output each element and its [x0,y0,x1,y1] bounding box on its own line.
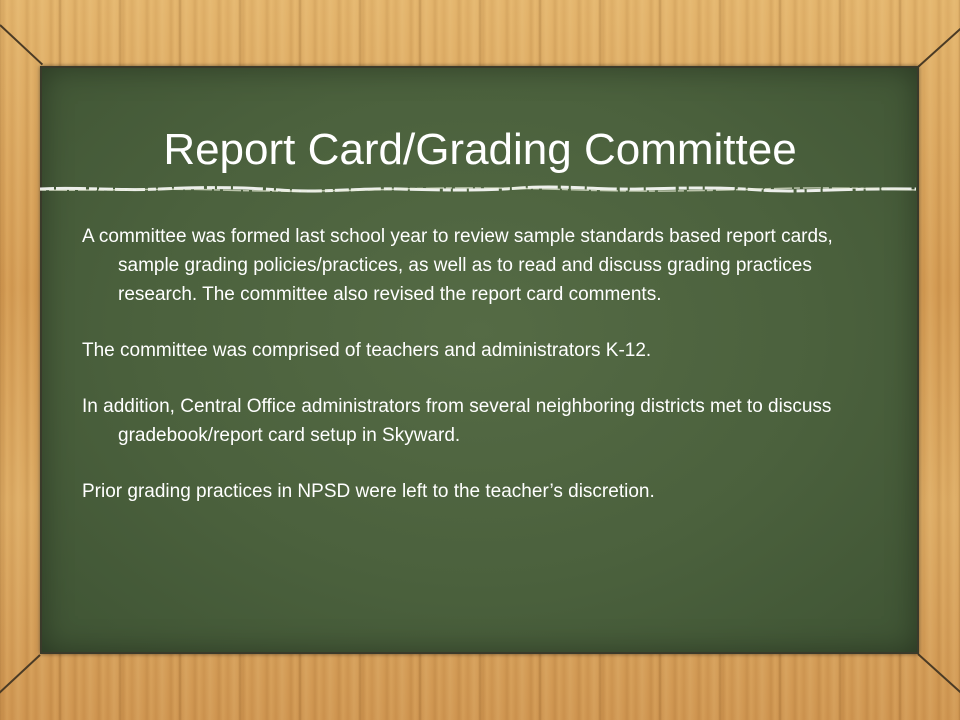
body-paragraph: A committee was formed last school year to review sample standards based report cards, sample grading policies/practices, as well as to read and discuss grading practices research. The committee also revised the report card comments. [82,226,833,305]
body-paragraph: The committee was comprised of teachers and administrators K-12. [82,340,652,361]
body-paragraph: Prior grading practices in NPSD were left to the teacher’s discretion. [82,481,655,502]
slide-title: Report Card/Grading Committee [163,125,797,174]
chalk-divider [40,184,916,194]
slide-body [82,222,892,533]
body-paragraph: In addition, Central Office administrators from several neighboring districts met to discuss gradebook/report card setup in Skyward. [82,396,832,446]
